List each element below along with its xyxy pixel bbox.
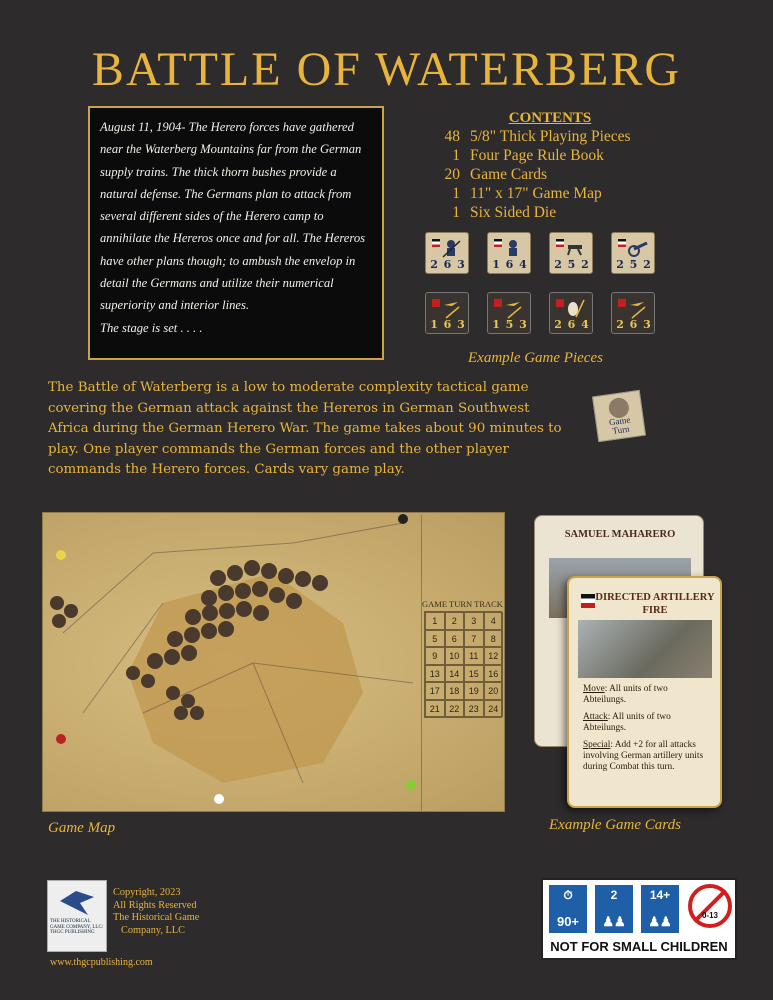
contents-item: 48 5/8" Thick Playing Pieces [444,128,631,145]
player-count-badge: 2 ♟♟ [595,885,633,933]
german-counter: 2 6 3 [425,232,469,274]
warning-text: NOT FOR SMALL CHILDREN [550,939,728,954]
map-marker-icon [214,794,224,804]
herero-counter: 2 6 4 [549,292,593,334]
german-flag-icon [618,239,626,247]
intro-ending: The stage is set . . . . [100,320,203,335]
contents-item: 20 Game Cards [444,166,548,183]
rifleman-icon [440,237,462,259]
intro-text: August 11, 1904- The Herero forces have gathered near the Waterberg Mountains far from the German supply trains. The thick thorn bushes provide a natural defense. The Germans plan to attack from several different sides of the Herero camp to annihilate the Hereros once and for all. The Hereros have other plans though; to ambush the envelop in detail the Germans and utilize their numerical superiority and interior lines. [100,120,366,313]
german-counter: 2 5 2 [549,232,593,274]
german-flag-icon [494,239,502,247]
soldier-icon [502,237,524,259]
players-icon: ♟♟ [648,914,672,929]
herero-counter: 2 6 3 [611,292,655,334]
contents-item: 1 Six Sided Die [452,204,557,221]
map-marker-icon [56,550,66,560]
pieces-caption: Example Game Pieces [468,350,603,366]
herero-flag-icon [432,299,440,307]
contents-item: 1 11" x 17" Game Map [452,185,602,202]
turn-track: 1 2 3 4 5 6 7 8 9 10 11 12 13 14 15 16 17 18 19 20 21 22 23 24 [424,611,502,718]
herero-flag-icon [494,299,502,307]
german-counter: 2 5 2 [611,232,655,274]
card-samuel-maharero: SAMUEL MAHARERO [534,515,704,747]
warrior-icon [502,297,524,319]
artillery-icon [626,237,648,259]
publisher-logo: THE HISTORICAL GAME COMPANY, LLC/ THGC PUBLISHING [47,880,107,952]
contents-heading: CONTENTS [508,110,592,126]
warrior-icon [440,297,462,319]
contents-list [430,110,730,222]
warrior-icon [626,297,648,319]
herero-counter: 1 6 3 [425,292,469,334]
german-flag-icon [556,239,564,247]
map-marker-icon [398,514,408,524]
herero-counter: 1 5 3 [487,292,531,334]
players-icon: ♟♟ [602,914,626,929]
card-text: Move: All units of two Abteilungs. Attack: All units of two Abteilungs. Special: Add +2 for all attacks involving German artillery units during Combat this turn. [583,684,704,772]
machine-gun-icon [564,237,586,259]
german-counter: 1 6 4 [487,232,531,274]
intro-box [88,106,384,360]
shield-spear-icon [564,297,586,319]
contents-item: 1 Four Page Rule Book [452,147,604,164]
age-rating-box [541,878,737,960]
age-badge: 14+ ♟♟ [641,885,679,933]
page-title: BATTLE OF WATERBERG [91,43,682,96]
eagle-icon [58,887,96,917]
map-marker-icon [56,734,66,744]
play-time-badge: ⏱ 90+ [549,885,587,933]
clock-icon: ⏱ [563,888,573,902]
terrain [43,513,421,812]
no-small-children-icon: 0-13 [688,884,732,928]
cards-caption: Example Game Cards [549,817,681,833]
game-map [42,512,505,812]
copyright: Copyright, 2023 All Rights Reserved The Historical Game Company, LLC [113,887,200,936]
card-illustration [578,620,712,678]
herero-flag-icon [556,299,564,307]
german-flag-icon [432,239,440,247]
map-marker-icon [406,780,416,790]
turn-track-title: GAME TURN TRACK [422,599,503,609]
map-caption: Game Map [48,820,116,836]
game-description: The Battle of Waterberg is a low to moderate complexity tactical game covering the German attack against the Hereros in German Southwest Africa during the German Herero War. The game takes about 90 minutes to play. One player commands the German forces and the other player commands the Herero forces. Cards vary game play. [48,380,562,477]
website-link[interactable]: www.thgcpublishing.com [50,957,153,968]
game-turn-marker: Game Turn [592,390,646,442]
herero-flag-icon [618,299,626,307]
card-directed-artillery-fire: DIRECTED ARTILLERY FIRE Move: All units of two Abteilungs. Attack: All units of two Abteilungs. Special: Add +2 for all attacks involving German artillery units during Combat this turn. [567,576,722,808]
